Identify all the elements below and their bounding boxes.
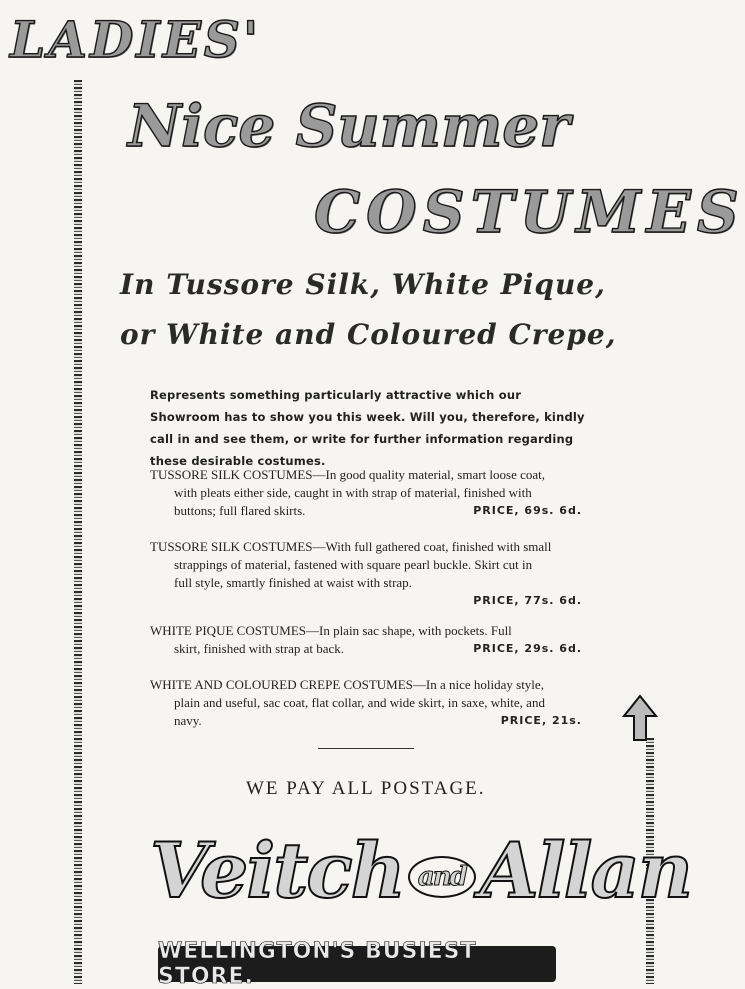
item-line: skirt, finished with strap at back. PRICE, 29s. 6d. — [174, 641, 582, 656]
logo-name-left: Veitch — [150, 826, 404, 915]
item-line: buttons; full flared skirts. PRICE, 69s. 6d. — [174, 503, 582, 518]
subheading-line-2: or White and Coloured Crepe, — [120, 318, 617, 351]
item-line: TUSSORE SILK COSTUMES—With full gathered coat, finished with small — [150, 539, 552, 554]
headline-costumes: COSTUMES — [314, 178, 745, 246]
item-line: full style, smartly finished at waist with strap. — [174, 575, 412, 590]
item-price: PRICE, 29s. 6d. — [473, 642, 582, 655]
item-line: strappings of material, fastened with square pearl buckle. Skirt cut in — [174, 557, 533, 572]
store-banner — [158, 939, 556, 989]
item-line: with pleats either side, caught in with strap of material, finished with — [174, 485, 532, 500]
logo-and: and — [408, 856, 476, 898]
product-item — [150, 622, 582, 658]
item-price: PRICE, 77s. 6d. — [473, 594, 582, 607]
divider-rule — [318, 748, 414, 749]
product-item — [150, 466, 582, 520]
item-price: PRICE, 21s. — [500, 714, 582, 727]
item-line: WHITE AND COLOURED CREPE COSTUMES—In a nice holiday style, — [150, 677, 544, 692]
logo-name-right: Allan — [479, 826, 692, 915]
item-line: navy. PRICE, 21s. — [174, 713, 582, 728]
store-banner-text: WELLINGTON'S BUSIEST STORE. — [158, 939, 477, 989]
item-line: TUSSORE SILK COSTUMES—In good quality material, smart loose coat, — [150, 467, 546, 482]
product-item — [150, 538, 582, 610]
subheading-line-1: In Tussore Silk, White Pique, — [120, 268, 606, 301]
item-line: WHITE PIQUE COSTUMES—In plain sac shape, with pockets. Full — [150, 623, 512, 638]
arrow-up-icon — [622, 694, 658, 742]
store-logo — [150, 826, 691, 915]
intro-paragraph: Represents something particularly attractive which our Showroom has to show you this week. Will you, therefore, kindly call in and see them, or write for further information regarding these desirable costumes. — [150, 388, 585, 468]
product-item — [150, 676, 582, 730]
headline-ladies: LADIES' — [10, 10, 262, 69]
headline-nice-summer: Nice Summer — [128, 92, 570, 160]
left-decorative-border — [74, 80, 82, 984]
item-price: PRICE, 69s. 6d. — [473, 504, 582, 517]
item-line: plain and useful, sac coat, flat collar, and wide skirt, in saxe, white, and — [174, 695, 545, 710]
postage-notice: WE PAY ALL POSTAGE. — [246, 778, 486, 799]
